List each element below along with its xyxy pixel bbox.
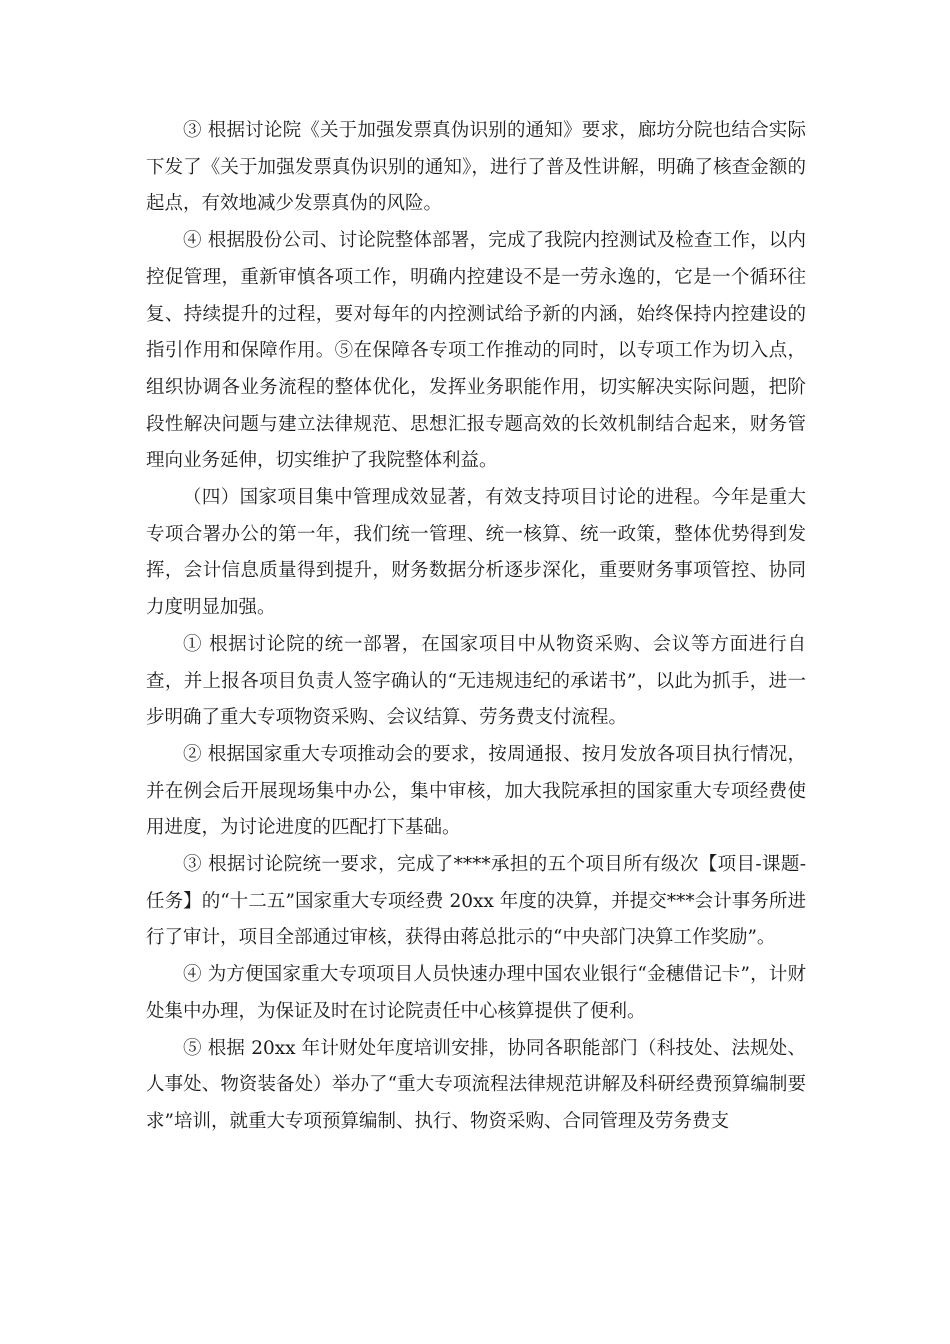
paragraph-progress-report: ② 根据国家重大专项推动会的要求，按周通报、按月发放各项目执行情况，并在例会后开展现场集中办公，集中审核，加大我院承担的国家重大专项经费使用进度，为讨论进度的匹配打下基础。 [146, 743, 806, 839]
paragraph-final-accounts: ③ 根据讨论院统一要求，完成了****承担的五个项目所有级次【项目-课题-任务】的“十二五”国家重大专项经费 20xx 年度的决算，并提交***会计事务所进行了审计，项目全部通过审核，获得由蒋总批示的“中央部门决算工作奖励”。 [146, 854, 806, 949]
paragraph-invoice-notice: ③ 根据讨论院《关于加强发票真伪识别的通知》要求，廊坊分院也结合实际下发了《关于加强发票真伪识别的通知》，进行了普及性讲解，明确了核查金额的起点，有效地减少发票真伪的风险。 [146, 120, 806, 215]
document-body [146, 113, 806, 1141]
paragraph-training: ⑤ 根据 20xx 年计财处年度培训安排，协同各职能部门（科技处、法规处、人事处、物资装备处）举办了“重大专项流程法律规范讲解及科研经费预算编制要求”培训，就重大专项预算编制、执行、物资采购、合同管理及劳务费支 [146, 1037, 806, 1132]
paragraph-internal-control: ④ 根据股份公司、讨论院整体部署，完成了我院内控测试及检查工作，以内控促管理，重新审慎各项工作，明确内控建设不是一劳永逸的，它是一个循环往复、持续提升的过程，要对每年的内控测试给予新的内涵，始终保持内控建设的指引作用和保障作用。⑤在保障各专项工作推动的同时，以专项工作为切入点，组织协调各业务流程的整体优化，发挥业务职能作用，切实解决实际问题，把阶段性解决问题与建立法律规范、思想汇报专题高效的长效机制结合起来，财务管理向业务延伸，切实维护了我院整体利益。 [146, 230, 806, 472]
paragraph-debit-card: ④ 为方便国家重大专项项目人员快速办理中国农业银行“金穗借记卡”，计财处集中办理，为保证及时在讨论院责任中心核算提供了便利。 [146, 964, 806, 1022]
paragraph-section-four: （四）国家项目集中管理成效显著，有效支持项目讨论的进程。今年是重大专项合署办公的第一年，我们统一管理、统一核算、统一政策，整体优势得到发挥，会计信息质量得到提升，财务数据分析逐步深化，重要财务事项管控、协同力度明显加强。 [146, 487, 806, 619]
paragraph-self-inspection: ① 根据讨论院的统一部署，在国家项目中从物资采购、会议等方面进行自查，并上报各项目负责人签字确认的“无违规违纪的承诺书”，以此为抓手，进一步明确了重大专项物资采购、会议结算、劳务费支付流程。 [146, 633, 806, 729]
